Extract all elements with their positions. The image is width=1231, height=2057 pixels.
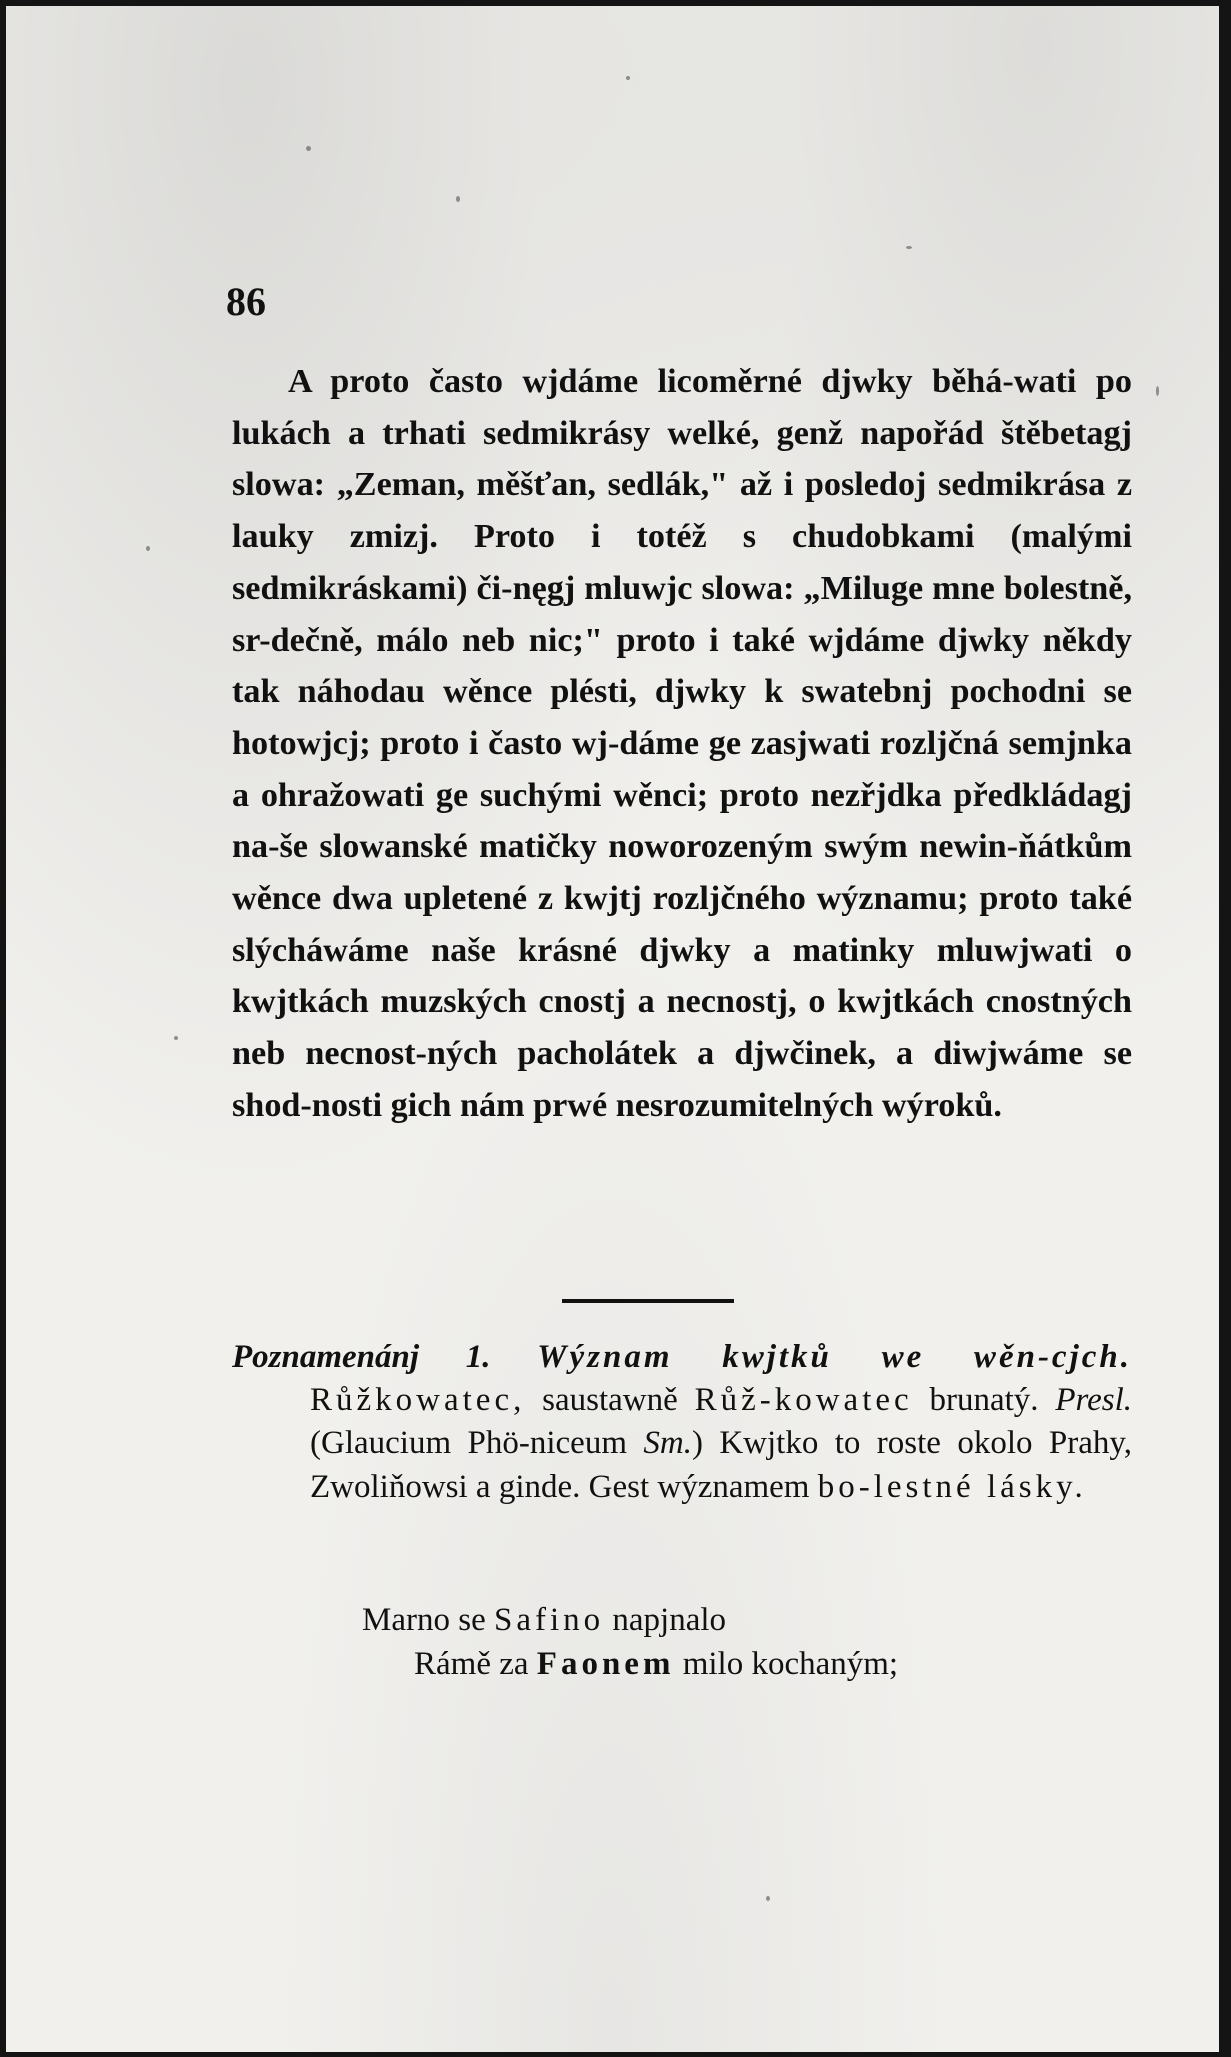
- plant-name: Růžkowatec,: [310, 1382, 526, 1419]
- book-page: [6, 6, 1219, 2052]
- footnote: [232, 1336, 1132, 1509]
- ink-speck: [174, 1036, 178, 1040]
- verse-line-1: [362, 1598, 1162, 1642]
- page-number: 86: [226, 279, 266, 324]
- footnote-text: saustawně: [525, 1382, 695, 1419]
- footnote-text: (Glaucium Phö-niceum: [310, 1425, 644, 1462]
- ink-speck: [306, 146, 311, 151]
- verse-text: Marno se: [362, 1602, 494, 1638]
- verse-name: Safino: [493, 1602, 605, 1638]
- verse-name: Faonem: [536, 1646, 675, 1682]
- ink-speck: [1156, 386, 1159, 396]
- author-abbrev: Sm.: [643, 1425, 692, 1462]
- flower-meaning: bo-lestné lásky.: [817, 1468, 1087, 1505]
- footnote-text: brunatý.: [912, 1382, 1056, 1419]
- verse-text: Rámě za: [414, 1646, 537, 1682]
- ink-speck: [626, 76, 630, 80]
- ink-speck: [146, 546, 150, 551]
- ink-speck: [456, 196, 460, 202]
- ink-speck: [906, 246, 912, 249]
- footnote-heading: Wýznam kwjtků we wěn-cjch.: [537, 1339, 1133, 1375]
- author-name: Presl.: [1055, 1382, 1132, 1419]
- verse-line-2: [362, 1642, 1162, 1686]
- main-paragraph: A proto často wjdáme licoměrné djwky běhá-wati po lukách a trhati sedmikrásy welké, genž napořád štěbetagj slowa: „Zeman, měšťan, sedlák," až i posledoj sedmikrása z lauky zmizj. Proto i totéž s chudobkami (malými sedmikráskami) či-nęgj mluwjc slowa: „Miluge mne bolestně, sr-dečně, málo neb nic;" proto i také wjdáme djwky někdy tak náhodau wěnce plésti, djwky k swatebnj pochodni se hotowjcj; proto i často wj-dáme ge zasjwati rozljčná semjnka a ohražowati ge suchými wěnci; proto nezřjdka předkládagj na-še slowanské matičky noworozeným swým newin-ňátkům wěnce dwa upletené z kwjtj rozljčného wýznamu; proto také slýcháwáme naše krásné djwky a matinky mluwjwati o kwjtkách muzských cnostj a necnostj, o kwjtkách cnostných neb necnost-ných pacholátek a djwčinek, a diwjwáme se shod-nosti gich nám prwé nesrozumitelných wýroků.: [232, 363, 1132, 1124]
- plant-name-full: Růž-kowatec: [694, 1382, 913, 1419]
- ink-speck: [766, 1896, 770, 1901]
- verse-text: napjnalo: [604, 1602, 727, 1638]
- section-divider: [562, 1299, 734, 1303]
- footnote-text: ) Kwjtko to roste okolo Prahy, Zwoliňowsi a ginde. Gest wýznamem: [310, 1425, 1132, 1505]
- footnote-label: Poznamenánj 1.: [232, 1339, 491, 1375]
- verse: [362, 1598, 1162, 1686]
- verse-text: milo kochaným;: [674, 1646, 899, 1682]
